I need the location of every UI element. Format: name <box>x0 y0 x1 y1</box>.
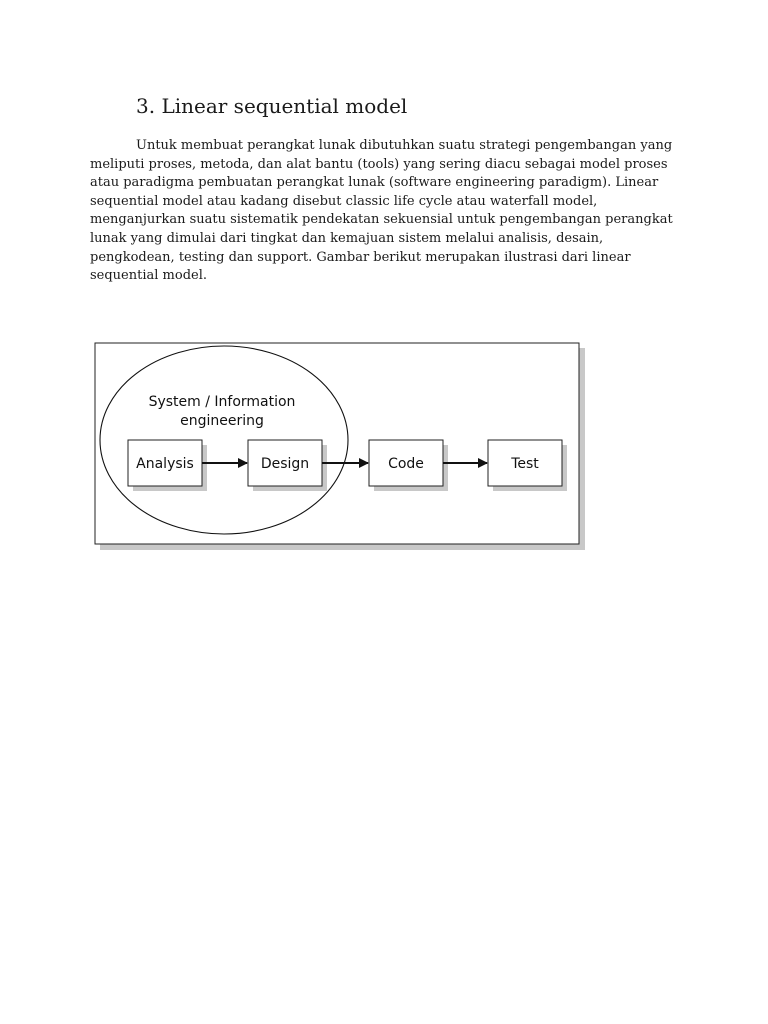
body-paragraph <box>90 137 680 286</box>
section-heading: 3. Linear sequential model <box>136 94 408 118</box>
paragraph-line: lunak yang dimulai dari tingkat dan kemajuan sistem melalui analisis, desain, <box>90 230 604 246</box>
paragraph-line: meliputi proses, metoda, dan alat bantu (tools) yang sering diacu sebagai model proses <box>90 156 668 172</box>
design-label: Design <box>260 456 310 472</box>
paragraph-line: menganjurkan suatu sistematik pendekatan sekuensial untuk pengembangan perangkat <box>90 212 673 228</box>
paragraph-line: Untuk membuat perangkat lunak dibutuhkan suatu strategi pengembangan yang <box>136 138 673 153</box>
test-label: Test <box>511 456 539 472</box>
paragraph-line: atau paradigma pembuatan perangkat lunak (software engineering paradigm). Linear <box>90 175 659 191</box>
ellipse-label-line1: System / Information <box>148 394 296 410</box>
paragraph-line: sequential model atau kadang disebut classic life cycle atau waterfall model, <box>90 193 598 209</box>
paragraph-line: sequential model. <box>90 268 208 284</box>
analysis-label: Analysis <box>136 456 194 472</box>
paragraph-line: pengkodean, testing dan support. Gambar berikut merupakan ilustrasi dari linear <box>90 249 631 265</box>
code-label: Code <box>388 456 424 472</box>
ellipse-label-line2: engineering <box>180 413 264 429</box>
linear-sequential-diagram <box>94 342 591 555</box>
